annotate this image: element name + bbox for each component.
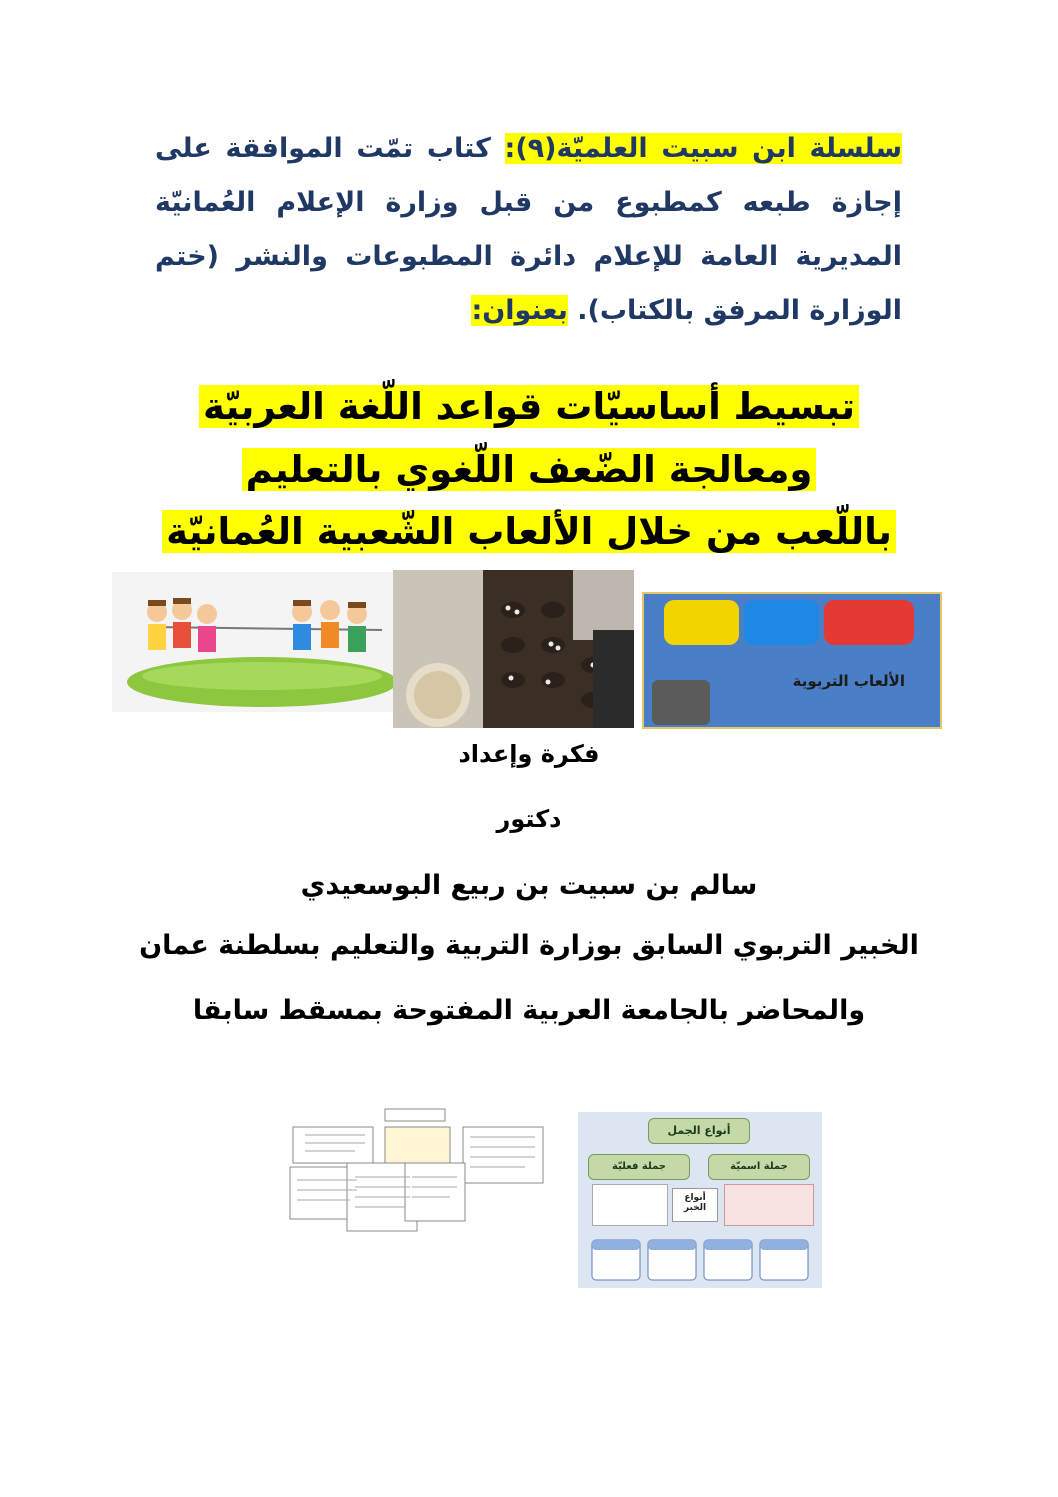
chart-detail-left bbox=[592, 1184, 668, 1226]
chart-nominal-sentence-box: جملة اسميّة bbox=[708, 1154, 810, 1180]
series-label: سلسلة ابن سبيت العلميّة(٩): bbox=[504, 133, 902, 164]
puzzle-piece-red bbox=[824, 600, 914, 645]
tug-of-war-image bbox=[112, 572, 404, 712]
credit-degree: دكتور bbox=[496, 805, 562, 833]
intro-body: كتاب تمّت الموافقة على إجازة طبعه كمطبوع من قبل وزارة الإعلام العُمانيّة المديرية العامة للإعلام دائرة المطبوعات والنشر (ختم الوزارة المرفق بالكتاب). bbox=[155, 133, 902, 326]
grammar-tree-chart bbox=[285, 1105, 550, 1250]
chart-verbal-sentence-box: جملة فعليّة bbox=[588, 1154, 690, 1180]
intro-paragraph bbox=[155, 122, 902, 338]
puzzle-piece-blue bbox=[744, 600, 819, 645]
traditional-game-photo bbox=[393, 570, 634, 728]
author-role-1: الخبير التربوي السابق بوزارة التربية والتعليم بسلطنة عمان bbox=[139, 930, 919, 961]
chart-predicate-types-box: أنواع الخبر bbox=[672, 1188, 718, 1222]
chart-detail-right bbox=[724, 1184, 814, 1226]
author-role-2: والمحاضر بالجامعة العربية المفتوحة بمسقط سابقا bbox=[192, 995, 866, 1026]
author-name: سالم بن سبيت بن ربيع البوسعيدي bbox=[300, 870, 758, 901]
sentence-types-chart bbox=[578, 1112, 822, 1288]
book-title-line-2: ومعالجة الضّعف اللّغوي بالتعليم bbox=[120, 448, 938, 491]
puzzle-caption: الألعاب التربوية bbox=[792, 672, 905, 690]
book-title-line-3: باللّعب من خلال الألعاب الشّعبية العُمانيّة bbox=[120, 510, 938, 553]
educational-games-image bbox=[642, 592, 942, 729]
title-label: بعنوان: bbox=[471, 295, 568, 326]
book-title-line-1: تبسيط أساسيّات قواعد اللّغة العربيّة bbox=[120, 385, 938, 428]
puzzle-piece-yellow bbox=[664, 600, 739, 645]
puzzle-inset-photo bbox=[652, 680, 710, 725]
chart-title-box: أنواع الجمل bbox=[648, 1118, 750, 1144]
credit-idea: فكرة وإعداد bbox=[458, 740, 600, 768]
